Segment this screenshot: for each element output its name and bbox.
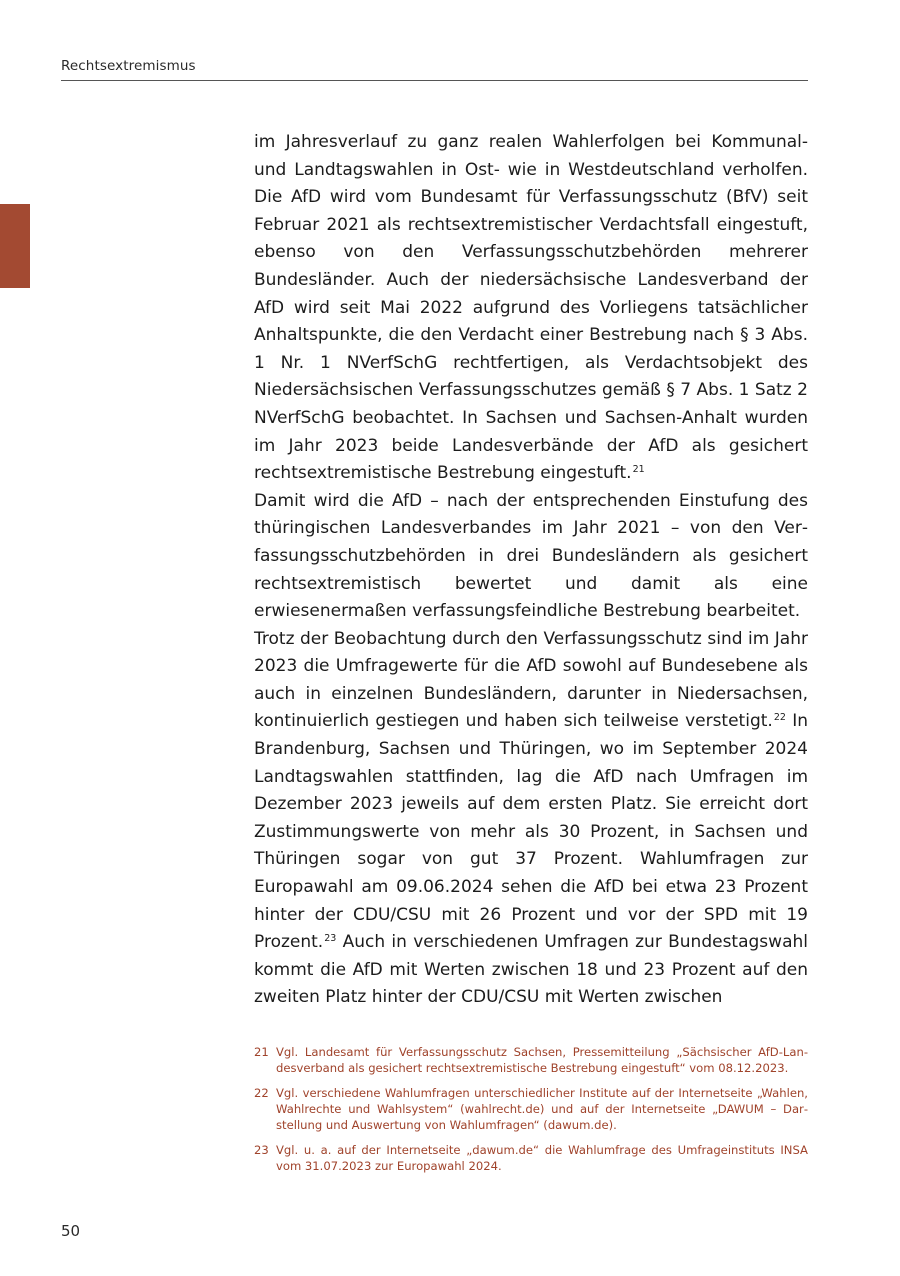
footnote-22 (254, 1085, 808, 1133)
footnote-number: 22 (254, 1086, 269, 1100)
paragraph (254, 129, 808, 488)
paragraph-text-continued: In Brandenburg, Sachsen und Thüringen, wo im September 2024 Landtagswahlen stattfinden, lag die AfD nach Umfragen im Dezember 2023 jeweils auf dem ersten Platz. Sie erreicht dort Zustimmungswerte von mehr als 30 Prozent, in Sachsen und Thüringen sogar von gut 37 Prozent. Wahlumfragen zur Europawahl am 09.06.2024 sehen die AfD bei etwa 23 Prozent hinter der CDU/CSU mit 26 Prozent und vor der SPD mit 19 Prozent. (254, 711, 808, 953)
footnote-ref-23[interactable]: 23 (324, 933, 337, 945)
page-number: 50 (61, 1222, 81, 1240)
header-divider (61, 80, 808, 81)
running-header: Rechtsextremismus (61, 58, 196, 74)
body-text (254, 129, 808, 1012)
footnote-ref-22[interactable]: 22 (773, 712, 786, 724)
paragraph-text: im Jahresverlauf zu ganz realen Wahlerfolgen bei Kommunal- und Landtagswahlen in Ost- wie in Westdeutschland verholfen. Die AfD wird vom Bundesamt für Verfassungsschutz (BfV) seit Februar 2021 als rechtsextremistischer Verdachtsfall eingestuft, ebenso von den Verfassungsschutzbehörden mehrerer Bundesländer. Auch der niedersächsische Landesverband der AfD wird seit Mai 2022 aufgrund des Vorliegens tatsächlicher Anhaltspunkte, die den Verdacht einer Bestrebung nach § 3 Abs. 1 Nr. 1 NVerfSchG rechtfertigen, als Verdachtsobjekt des Niedersächsischen Verfassungsschutzes gemäß § 7 Abs. 1 Satz 2 NVerfSchG beobachtet. In Sachsen und Sachsen-Anhalt wurden im Jahr 2023 beide Landesverbände der AfD als gesichert rechtsextremistische Bestrebung eingestuft. (254, 132, 808, 484)
footnote-ref-21[interactable]: 21 (632, 464, 645, 476)
paragraph (254, 626, 808, 1012)
footnote-text: Vgl. u. a. auf der Internetseite „dawum.de“ die Wahlumfrage des Umfrageinstituts INSA vom 31.07.2023 zur Europawahl 2024. (276, 1143, 808, 1173)
paragraph-text: Trotz der Beobachtung durch den Verfassungsschutz sind im Jahr 2023 die Umfragewerte für die AfD sowohl auf Bundesebene als auch in einzelnen Bundesländern, darunter in Niedersachsen, kontinuierlich gestiegen und haben sich teilweise verstetigt. (254, 628, 808, 732)
footnote-text: Vgl. Landesamt für Verfassungsschutz Sachsen, Pressemitteilung „Sächsischer AfD-Landesverband als gesichert rechtsextremistische Bestrebung eingestuft“ vom 08.12.2023. (276, 1045, 808, 1075)
paragraph (254, 488, 808, 626)
paragraph-text: Damit wird die AfD – nach der entsprechenden Einstufung des thüringischen Landesverbandes im Jahr 2021 – von den Verfassungsschutzbehörden in drei Bundesländern als gesichert rechtsextremistisch bewertet und damit als eine erwiesenermaßen verfassungsfeindliche Bestrebung bearbeitet. (254, 490, 808, 622)
chapter-marker-tab (0, 204, 30, 288)
footnote-number: 23 (254, 1143, 269, 1157)
footnote-23 (254, 1142, 808, 1174)
footnote-number: 21 (254, 1045, 269, 1059)
footnotes (254, 1044, 808, 1183)
footnote-21 (254, 1044, 808, 1076)
footnote-text: Vgl. verschiedene Wahlumfragen unterschiedlicher Institute auf der Internetseite „Wahlen, Wahlrechte und Wahlsystem“ (wahlrecht.de) und auf der Internetseite „DAWUM – Darstellung und Auswertung von Wahlumfragen“ (dawum.de). (276, 1086, 808, 1132)
paragraph-text-continued: Auch in verschiedenen Umfragen zur Bundestagswahl kommt die AfD mit Werten zwischen 18 und 23 Prozent auf den zweiten Platz hinter der CDU/CSU mit Werten zwischen (254, 932, 808, 1008)
